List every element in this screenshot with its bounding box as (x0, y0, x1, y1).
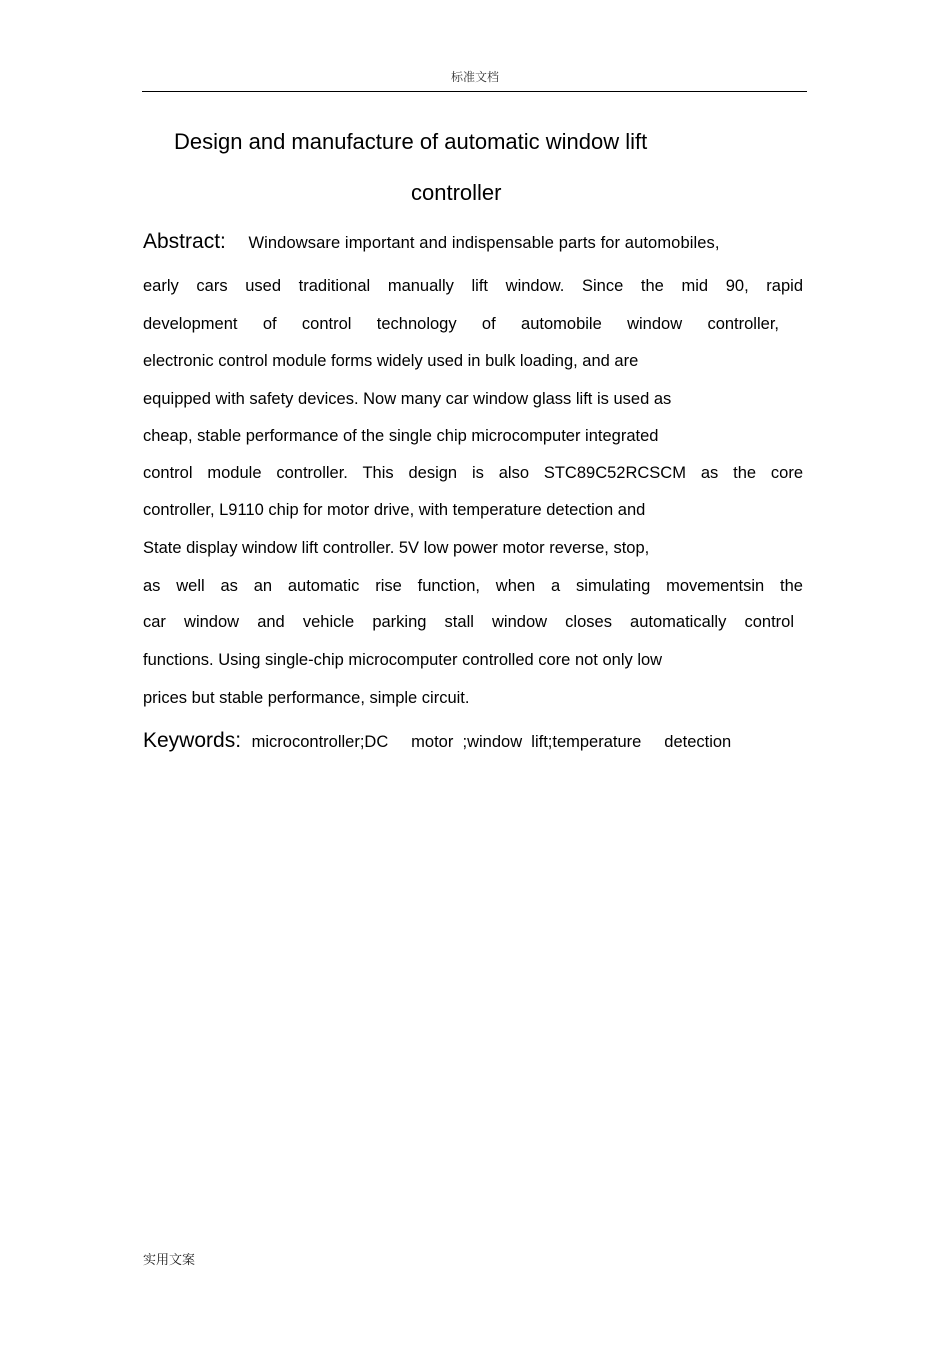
keywords-text: microcontroller;DC motor ;window lift;temperature detection (251, 733, 732, 751)
abstract-text-line: functions. Using single-chip microcomputer controlled core not only low (143, 651, 663, 669)
abstract-text-line: as well as an automatic rise function, when a simulating movementsin the (143, 577, 803, 595)
abstract-text-line: control module controller. This design is also STC89C52RCSCM as the core (143, 464, 803, 482)
abstract-text-line: development of control technology of automobile window controller, (143, 315, 779, 333)
page-header: 标准文档 (450, 70, 499, 84)
abstract-text-line: State display window lift controller. 5V low power motor reverse, stop, (143, 539, 650, 557)
keywords-label: Keywords: (143, 729, 242, 752)
abstract-text-line: cheap, stable performance of the single chip microcomputer integrated (143, 427, 659, 445)
abstract-label: Abstract: (143, 230, 226, 253)
abstract-text-line: Windowsare important and indispensable parts for automobiles, (248, 234, 720, 252)
abstract-first-line (143, 232, 720, 253)
page-footer: 实用文案 (143, 1253, 196, 1268)
abstract-text-line: prices but stable performance, simple circuit. (143, 689, 470, 707)
abstract-text-line: controller, L9110 chip for motor drive, with temperature detection and (143, 501, 646, 519)
abstract-text-line: car window and vehicle parking stall window closes automatically control (143, 613, 794, 631)
keywords-line (143, 731, 731, 752)
header-divider (142, 91, 807, 92)
document-title-line-1: Design and manufacture of automatic window lift (174, 129, 648, 154)
abstract-text-line: equipped with safety devices. Now many car window glass lift is used as (143, 390, 672, 408)
document-title-line-2: controller (411, 180, 502, 205)
abstract-text-line: electronic control module forms widely used in bulk loading, and are (143, 352, 639, 370)
abstract-text-line: early cars used traditional manually lift window. Since the mid 90, rapid (143, 277, 803, 295)
